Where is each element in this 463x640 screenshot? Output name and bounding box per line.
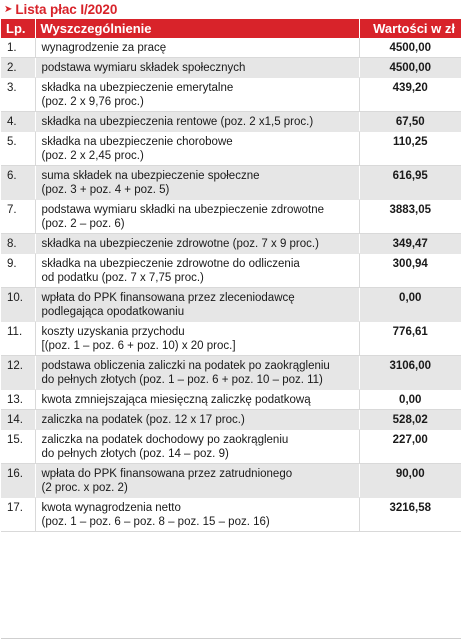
description-line: kwota wynagrodzenia netto xyxy=(41,502,181,514)
description-line: składka na ubezpieczenie zdrowotne (poz. 7 x 9 proc.) xyxy=(41,238,319,250)
header-description: Wyszczególnienie xyxy=(35,19,359,38)
description-line: zaliczka na podatek (poz. 12 x 17 proc.) xyxy=(41,414,245,426)
table-row xyxy=(1,132,461,166)
table-row xyxy=(1,58,461,78)
description-line: wpłata do PPK finansowana przez zleceniodawcę xyxy=(41,292,295,304)
row-description xyxy=(35,78,359,112)
table-row xyxy=(1,288,461,322)
row-number: 14. xyxy=(1,410,35,430)
row-description xyxy=(35,410,359,430)
row-number: 9. xyxy=(1,254,35,288)
row-value: 776,61 xyxy=(359,322,461,356)
row-value: 3106,00 xyxy=(359,356,461,390)
row-number: 15. xyxy=(1,430,35,464)
row-number: 12. xyxy=(1,356,35,390)
row-value: 0,00 xyxy=(359,390,461,410)
row-description xyxy=(35,38,359,58)
row-number: 16. xyxy=(1,464,35,498)
description-line: podlegająca opodatkowaniu xyxy=(41,306,185,318)
header-value: Wartości w zł xyxy=(359,19,461,38)
row-number: 2. xyxy=(1,58,35,78)
row-value: 0,00 xyxy=(359,288,461,322)
row-value: 528,02 xyxy=(359,410,461,430)
row-value: 67,50 xyxy=(359,112,461,132)
description-line: wynagrodzenie za pracę xyxy=(41,42,167,54)
description-line: zaliczka na podatek dochodowy po zaokrągleniu xyxy=(41,434,289,446)
row-value: 4500,00 xyxy=(359,38,461,58)
description-line: [(poz. 1 – poz. 6 + poz. 10) x 20 proc.] xyxy=(41,340,236,352)
table-row xyxy=(1,254,461,288)
description-line: wpłata do PPK finansowana przez zatrudnionego xyxy=(41,468,293,480)
table-row xyxy=(1,112,461,132)
row-description xyxy=(35,464,359,498)
description-line: (poz. 2 x 9,76 proc.) xyxy=(41,96,144,108)
description-line: (poz. 2 x 2,45 proc.) xyxy=(41,150,144,162)
table-body xyxy=(1,38,461,532)
row-description xyxy=(35,356,359,390)
row-value: 439,20 xyxy=(359,78,461,112)
row-number: 1. xyxy=(1,38,35,58)
row-description xyxy=(35,254,359,288)
row-number: 13. xyxy=(1,390,35,410)
row-number: 6. xyxy=(1,166,35,200)
row-description xyxy=(35,498,359,532)
row-description xyxy=(35,430,359,464)
row-value: 4500,00 xyxy=(359,58,461,78)
table-row xyxy=(1,166,461,200)
description-line: (poz. 3 + poz. 4 + poz. 5) xyxy=(41,184,170,196)
description-line: koszty uzyskania przychodu xyxy=(41,326,185,338)
description-line: (2 proc. x poz. 2) xyxy=(41,482,128,494)
row-description xyxy=(35,322,359,356)
description-line: podstawa wymiaru składki na ubezpieczenie zdrowotne xyxy=(41,204,325,216)
row-description xyxy=(35,234,359,254)
row-value: 349,47 xyxy=(359,234,461,254)
row-description xyxy=(35,166,359,200)
description-line: składka na ubezpieczenie chorobowe xyxy=(41,136,233,148)
description-line: do pełnych złotych (poz. 1 – poz. 6 + poz. 10 – poz. 11) xyxy=(41,374,323,386)
description-line: kwota zmniejszająca miesięczną zaliczkę podatkową xyxy=(41,394,311,406)
row-number: 7. xyxy=(1,200,35,234)
table-row xyxy=(1,430,461,464)
description-line: (poz. 2 – poz. 6) xyxy=(41,218,125,230)
row-value: 90,00 xyxy=(359,464,461,498)
row-description xyxy=(35,200,359,234)
table-row xyxy=(1,498,461,532)
row-number: 5. xyxy=(1,132,35,166)
row-value: 110,25 xyxy=(359,132,461,166)
table-header-row xyxy=(1,19,461,38)
row-value: 616,95 xyxy=(359,166,461,200)
table-row xyxy=(1,464,461,498)
header-lp: Lp. xyxy=(6,21,26,36)
row-description xyxy=(35,58,359,78)
row-number: 8. xyxy=(1,234,35,254)
row-description xyxy=(35,390,359,410)
table-row xyxy=(1,234,461,254)
table-row xyxy=(1,200,461,234)
row-number: 17. xyxy=(1,498,35,532)
description-line: od podatku (poz. 7 x 7,75 proc.) xyxy=(41,272,204,284)
bottom-rule xyxy=(1,638,461,639)
description-line: podstawa wymiaru składek społecznych xyxy=(41,62,246,74)
table-row xyxy=(1,390,461,410)
row-description xyxy=(35,288,359,322)
table-row xyxy=(1,322,461,356)
description-line: (poz. 1 – poz. 6 – poz. 8 – poz. 15 – poz. 16) xyxy=(41,516,270,528)
row-description xyxy=(35,112,359,132)
table-row xyxy=(1,410,461,430)
row-description xyxy=(35,132,359,166)
title-row xyxy=(1,1,462,19)
row-number: 10. xyxy=(1,288,35,322)
arrow-right-icon: ➤ xyxy=(4,4,13,15)
row-number: 4. xyxy=(1,112,35,132)
row-value: 3216,58 xyxy=(359,498,461,532)
table-row xyxy=(1,38,461,58)
row-value: 3883,05 xyxy=(359,200,461,234)
description-line: do pełnych złotych (poz. 14 – poz. 9) xyxy=(41,448,229,460)
table-row xyxy=(1,356,461,390)
description-line: składka na ubezpieczenia rentowe (poz. 2 x1,5 proc.) xyxy=(41,116,314,128)
row-number: 11. xyxy=(1,322,35,356)
description-line: składka na ubezpieczenie zdrowotne do odliczenia xyxy=(41,258,300,270)
row-number: 3. xyxy=(1,78,35,112)
description-line: składka na ubezpieczenie emerytalne xyxy=(41,82,234,94)
payroll-table xyxy=(1,19,461,532)
row-value: 300,94 xyxy=(359,254,461,288)
table-row xyxy=(1,78,461,112)
description-line: podstawa obliczenia zaliczki na podatek po zaokrągleniu xyxy=(41,360,330,372)
table-title: Lista płac I/2020 xyxy=(15,2,118,17)
row-value: 227,00 xyxy=(359,430,461,464)
description-line: suma składek na ubezpieczenie społeczne xyxy=(41,170,260,182)
